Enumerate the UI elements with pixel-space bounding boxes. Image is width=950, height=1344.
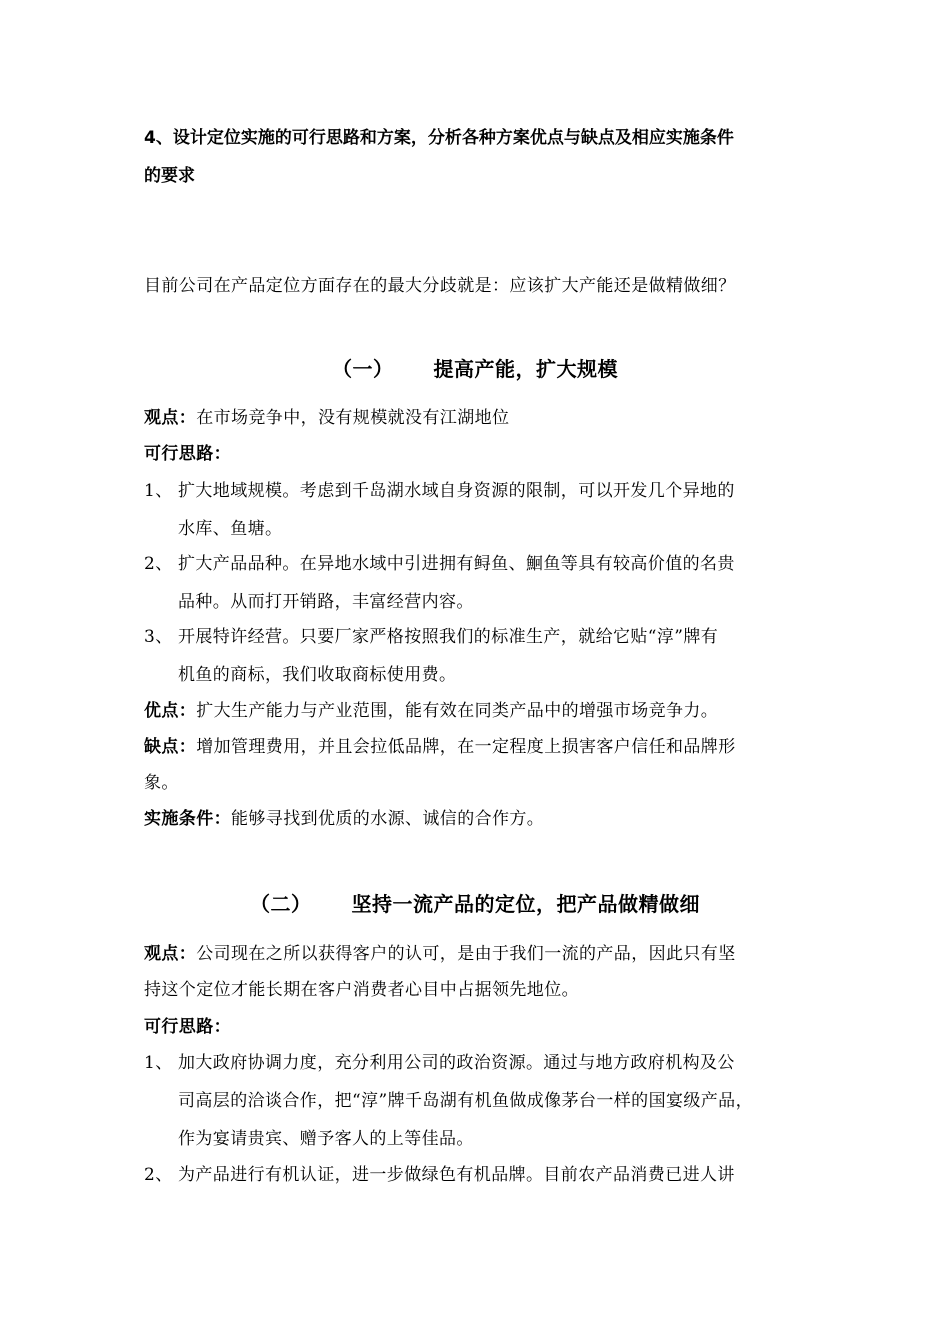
intro-paragraph: 目前公司在产品定位方面存在的最大分歧就是：应该扩大产能还是做精做细？ [144,276,736,296]
conditions-label: 实施条件： [144,809,231,829]
list-item [144,618,824,694]
section-1-title-text: 提高产能，扩大规模 [433,357,618,381]
list-item-line: 水库、鱼塘。 [178,519,283,539]
section-2-title [0,889,950,919]
viewpoint-label: 观点： [144,408,197,428]
pros-text: 扩大生产能力与产业范围，能有效在同类产品中的增强市场竞争力。 [196,701,719,721]
list-item-line: 扩大产品品种。在异地水域中引进拥有鲟鱼、鮰鱼等具有较高价值的名贵 [178,554,735,574]
heading-line-1: 4、设计定位实施的可行思路和方案，分析各种方案优点与缺点及相应实施条件 [144,128,734,148]
list-item [144,472,824,548]
section-2-ideas-label [144,1009,824,1045]
list-item [144,1044,824,1158]
list-item [144,1156,824,1194]
section-1-cons [144,729,824,801]
pros-label: 优点： [144,701,197,721]
list-item-number: 1、 [144,481,173,501]
section-1-pros [144,693,824,729]
list-item-line: 加大政府协调力度，充分利用公司的政治资源。通过与地方政府机构及公 [178,1053,735,1073]
cons-label: 缺点： [144,737,197,757]
viewpoint-line-1: 公司现在之所以获得客户的认可，是由于我们一流的产品，因此只有坚 [196,944,736,964]
conditions-text: 能够寻找到优质的水源、诚信的合作方。 [231,809,545,829]
viewpoint-label: 观点： [144,944,197,964]
list-item-line: 作为宴请贵宾、赠予客人的上等佳品。 [178,1129,474,1149]
list-item-line: 机鱼的商标，我们收取商标使用费。 [178,665,457,685]
list-item [144,545,824,621]
section-1-conditions [144,801,824,837]
list-item-line: 司高层的洽谈合作，把“淳”牌千岛湖有机鱼做成像茅台一样的国宴级产品， [178,1091,753,1111]
section-heading-4 [144,119,824,195]
viewpoint-line-2: 持这个定位才能长期在客户消费者心目中占据领先地位。 [144,980,579,1000]
list-item-line: 品种。从而打开销路，丰富经营内容。 [178,592,474,612]
ideas-label: 可行思路： [144,444,231,464]
ideas-label: 可行思路： [144,1017,231,1037]
section-1-number: （一） [332,357,394,381]
section-1-title [0,354,950,384]
list-item-number: 2、 [144,1165,173,1185]
list-item-line: 扩大地域规模。考虑到千岛湖水域自身资源的限制，可以开发几个异地的 [178,481,735,501]
list-item-line: 开展特许经营。只要厂家严格按照我们的标准生产，就给它贴“淳”牌有 [178,627,719,647]
viewpoint-text: 在市场竞争中，没有规模就没有江湖地位 [196,408,510,428]
section-1-viewpoint [144,400,824,436]
list-item-number: 2、 [144,554,173,574]
section-2-number: （二） [250,892,312,916]
list-item-number: 3、 [144,627,173,647]
list-item-line: 为产品进行有机认证，进一步做绿色有机品牌。目前农产品消费已进人讲 [178,1165,735,1185]
section-1-ideas-label [144,436,824,472]
section-2-viewpoint [144,936,824,1008]
cons-text-line-2: 象。 [144,773,179,793]
section-2-title-text: 坚持一流产品的定位，把产品做精做细 [351,892,700,916]
list-item-number: 1、 [144,1053,173,1073]
cons-text-line-1: 增加管理费用，并且会拉低品牌，在一定程度上损害客户信任和品牌形 [196,737,736,757]
heading-line-2: 的要求 [144,166,195,186]
